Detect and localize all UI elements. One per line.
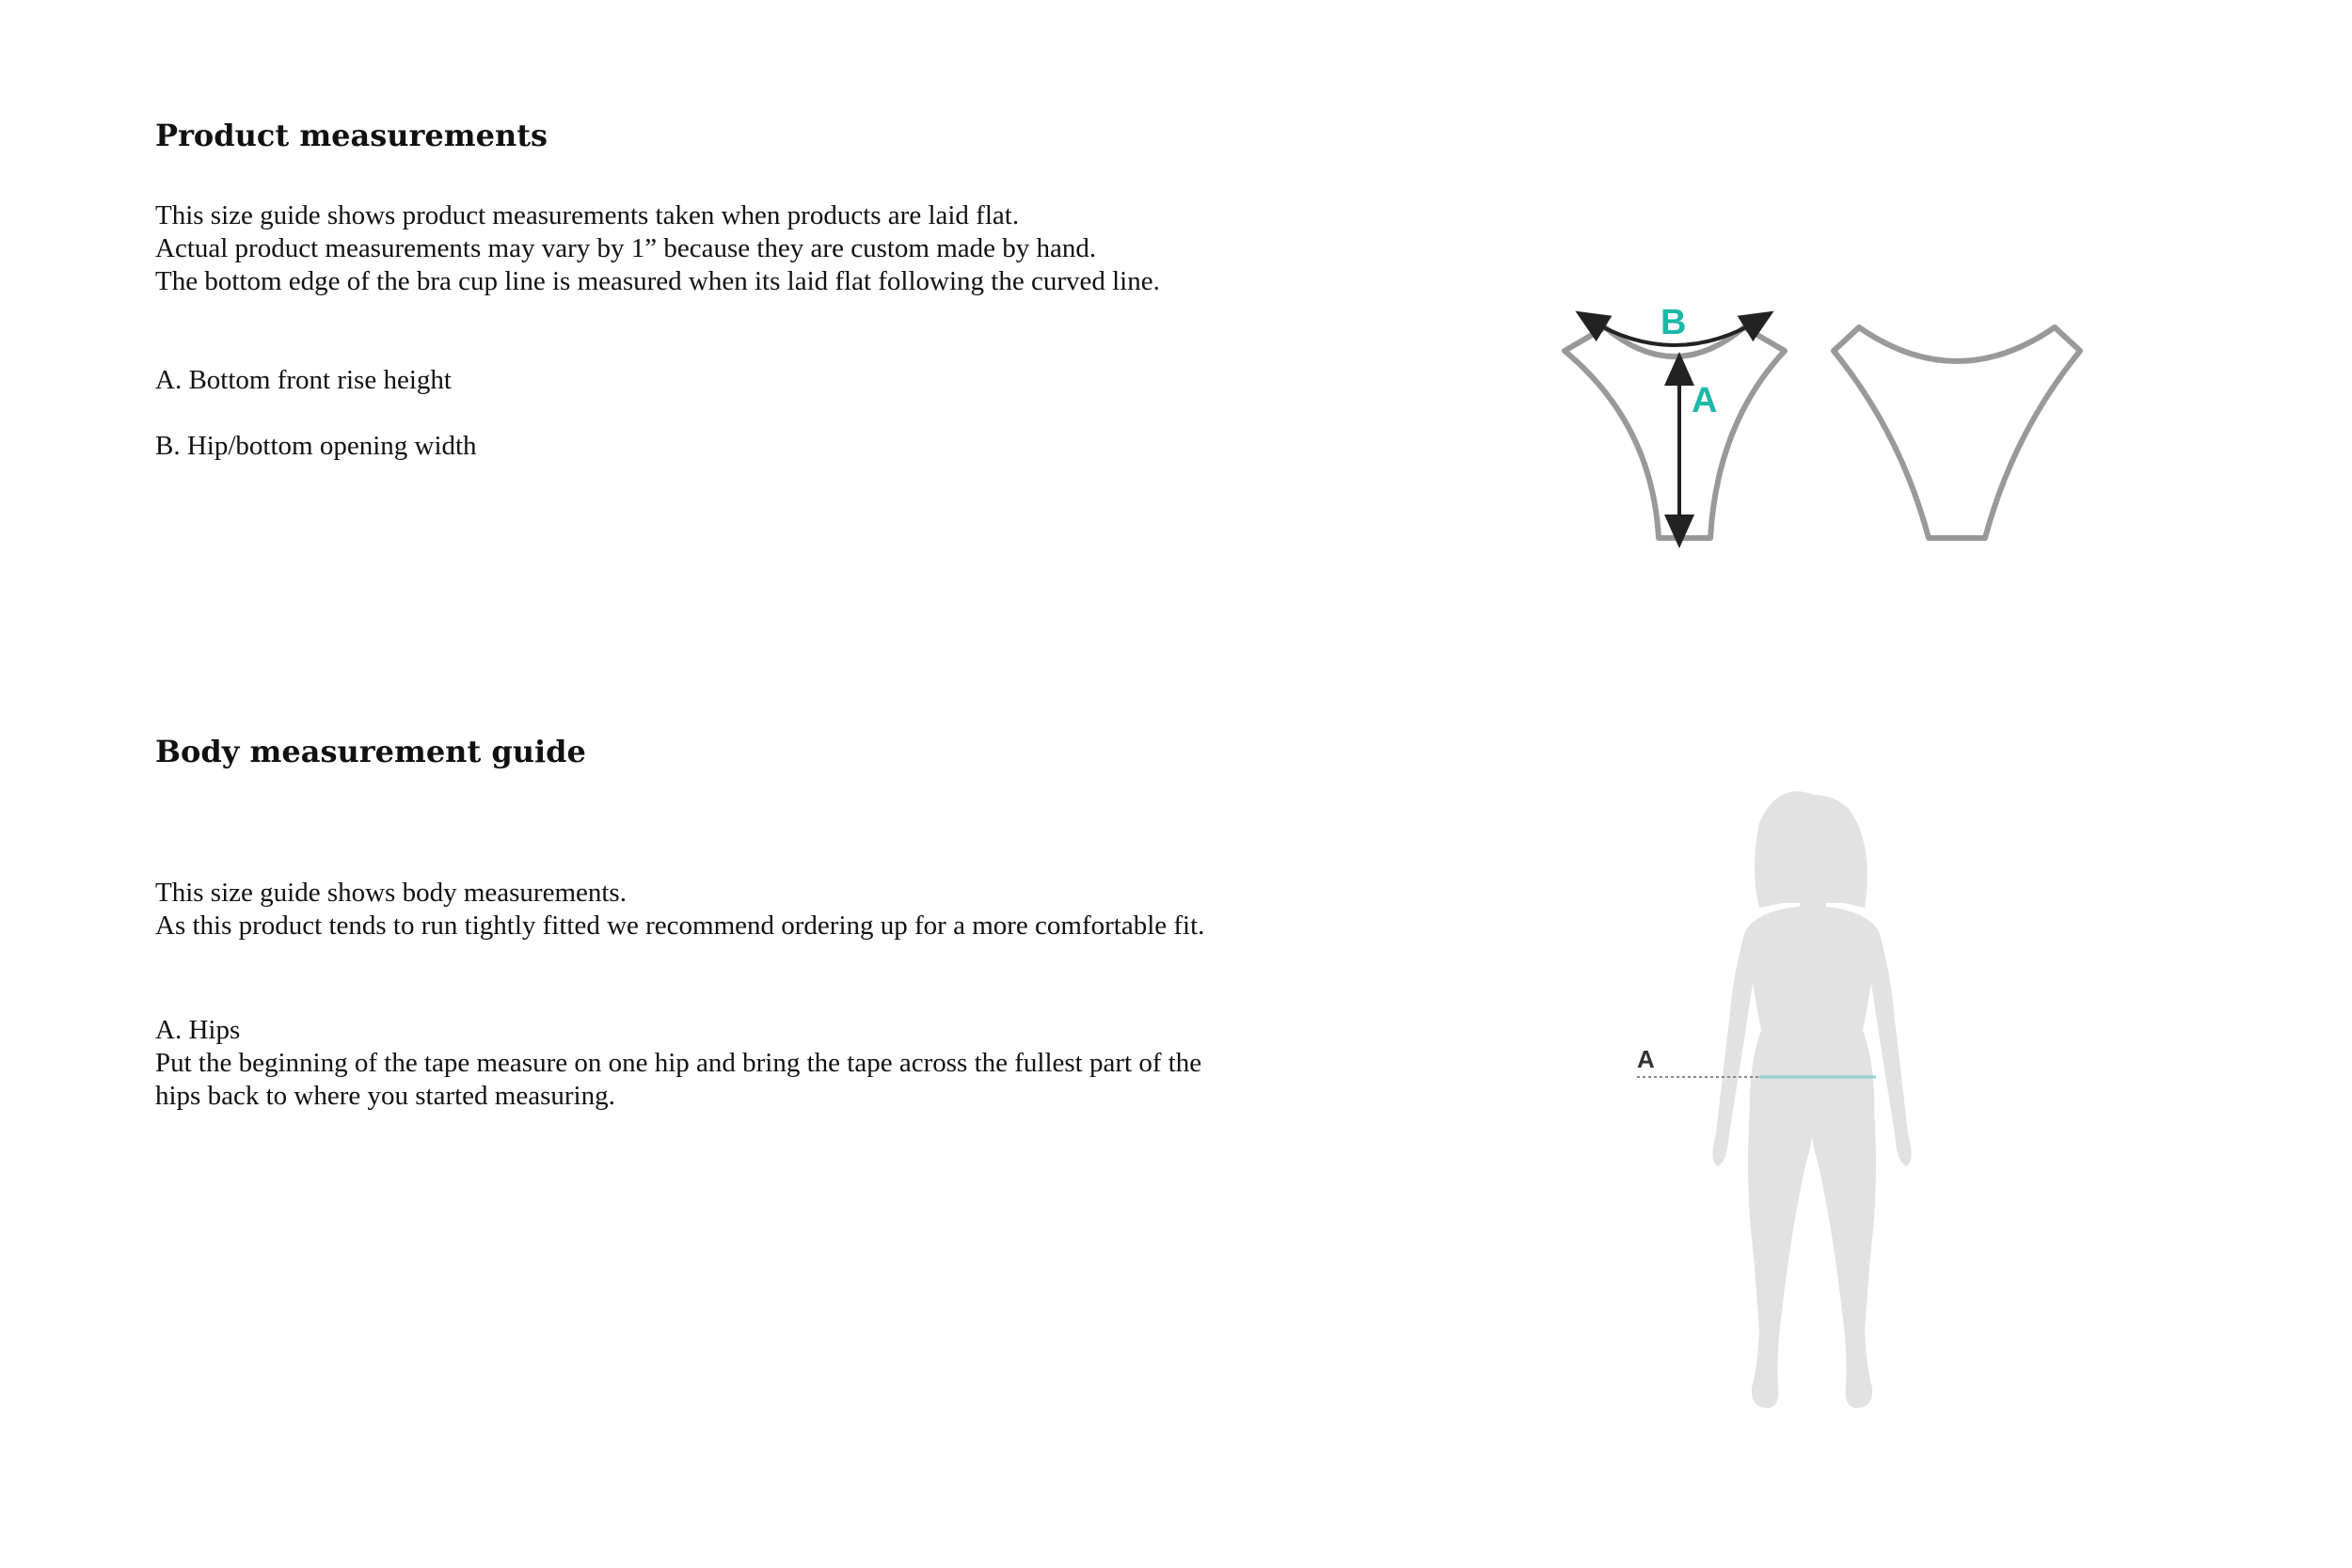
measure-a-label: A. Bottom front rise height <box>155 365 452 395</box>
female-silhouette-icon <box>1712 791 1911 1408</box>
hips-text-line: Put the beginning of the tape measure on one hip and bring the tape across the fullest part of the <box>155 1048 1202 1078</box>
product-intro-line: Actual product measurements may vary by 1” because they are custom made by hand. <box>155 233 1097 263</box>
measure-b-label: B. Hip/bottom opening width <box>155 431 477 461</box>
body-intro-line: This size guide shows body measurements. <box>155 878 627 908</box>
product-measurements-title: Product measurements <box>155 118 548 153</box>
product-intro <box>155 199 1160 298</box>
hips-instruction <box>155 1014 1201 1113</box>
body-figure <box>1618 785 1919 1425</box>
diagram-label-b: B <box>1661 303 1687 342</box>
bikini-bottom-front-icon <box>1565 303 1785 538</box>
body-intro <box>155 877 1204 942</box>
bikini-bottom-back-icon <box>1834 327 2080 538</box>
body-guide-title: Body measurement guide <box>155 734 586 769</box>
body-intro-line: As this product tends to run tightly fitted we recommend ordering up for a more comfortable fit. <box>155 911 1205 941</box>
product-intro-line: This size guide shows product measurements taken when products are laid flat. <box>155 200 1020 230</box>
figure-label-a: A <box>1637 1045 1655 1073</box>
hips-text-line: hips back to where you started measuring. <box>155 1081 615 1111</box>
bikini-diagram <box>1543 292 2089 555</box>
diagram-label-a: A <box>1692 381 1718 420</box>
product-intro-line: The bottom edge of the bra cup line is measured when its laid flat following the curved line. <box>155 266 1160 296</box>
hips-label: A. Hips <box>155 1015 241 1045</box>
